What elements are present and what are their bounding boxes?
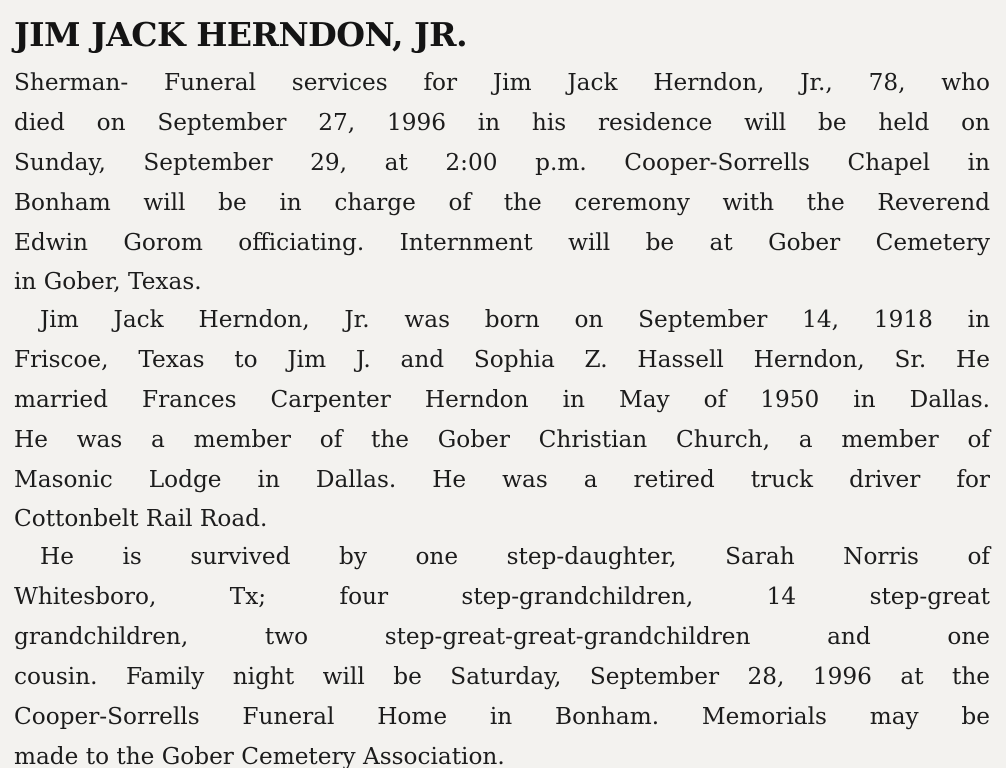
obituary-headline: JIM JACK HERNDON, JR. xyxy=(14,15,468,54)
text-line: He was a member of the Gober Christian Church, a member of xyxy=(14,426,990,453)
paragraph-biography xyxy=(14,300,990,537)
text-line: Cottonbelt Rail Road. xyxy=(14,505,268,532)
text-line: Masonic Lodge in Dallas. He was a retired truck driver for xyxy=(14,466,990,493)
paragraph-survivors xyxy=(14,537,990,768)
text-line: died on September 27, 1996 in his residence will be held on xyxy=(14,109,990,136)
text-line: Cooper-Sorrells Funeral Home in Bonham. Memorials may be xyxy=(14,703,990,730)
text-line: He is survived by one step-daughter, Sarah Norris of xyxy=(40,543,990,570)
text-line: Sherman- Funeral services for Jim Jack Herndon, Jr., 78, who xyxy=(14,69,990,96)
obituary-body xyxy=(14,63,990,768)
text-line: Jim Jack Herndon, Jr. was born on September 14, 1918 in xyxy=(40,306,990,333)
text-line: Edwin Gorom officiating. Internment will be at Gober Cemetery xyxy=(14,229,990,256)
text-line: cousin. Family night will be Saturday, September 28, 1996 at the xyxy=(14,663,990,690)
text-line: Sunday, September 29, at 2:00 p.m. Cooper-Sorrells Chapel in xyxy=(14,149,990,176)
text-line: Friscoe, Texas to Jim J. and Sophia Z. Hassell Herndon, Sr. He xyxy=(14,346,990,373)
text-line: grandchildren, two step-great-great-grandchildren and one xyxy=(14,623,990,650)
text-line: married Frances Carpenter Herndon in May of 1950 in Dallas. xyxy=(14,386,990,413)
text-line: made to the Gober Cemetery Association. xyxy=(14,743,505,768)
paragraph-funeral-services xyxy=(14,63,990,300)
text-line: in Gober, Texas. xyxy=(14,268,202,295)
text-line: Whitesboro, Tx; four step-grandchildren, 14 step-great xyxy=(14,583,990,610)
text-line: Bonham will be in charge of the ceremony with the Reverend xyxy=(14,189,990,216)
